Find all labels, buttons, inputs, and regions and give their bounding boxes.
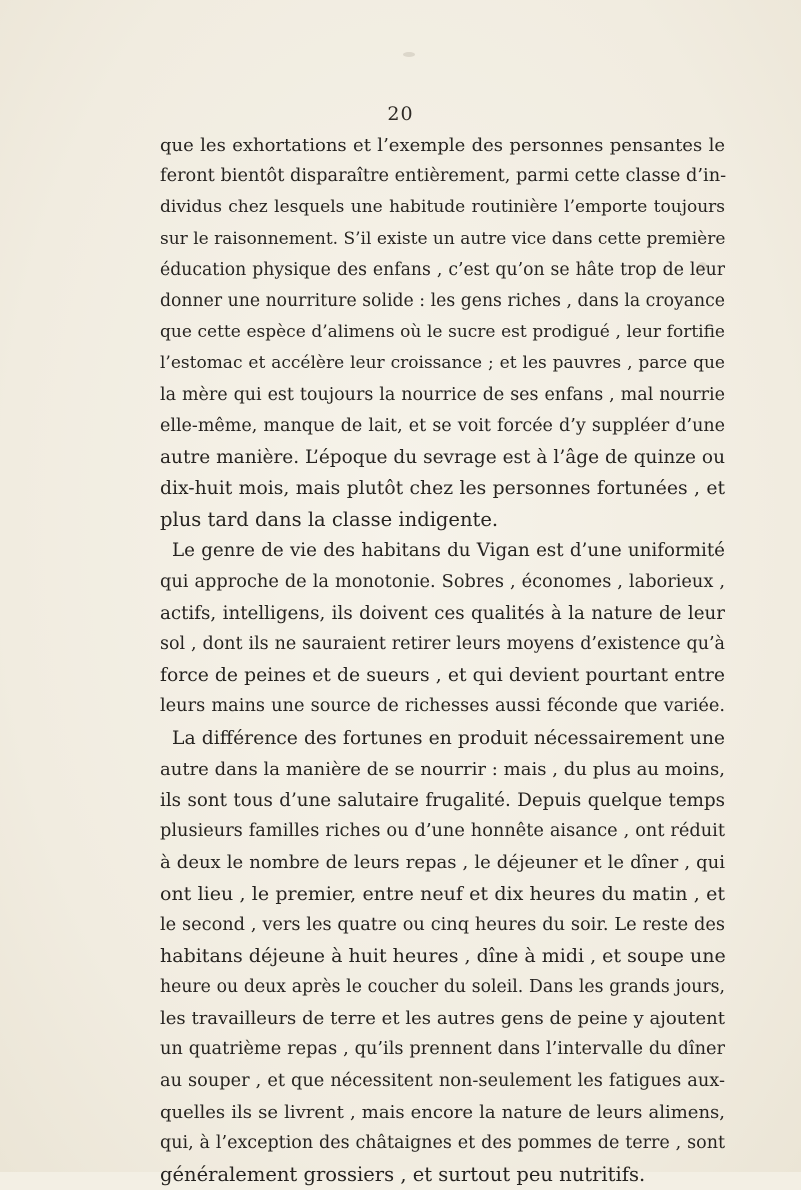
text-line: au souper , et que nécessitent non-seulement les fatigues aux- (160, 1070, 725, 1091)
text-line: les travailleurs de terre et les autres gens de peine y ajoutent (160, 1008, 725, 1030)
text-line: ont lieu , le premier, entre neuf et dix heures du matin , et (160, 882, 725, 905)
text-line: heure ou deux après le coucher du soleil. Dans les grands jours, (160, 977, 725, 998)
text-line: généralement grossiers , et surtout peu nutritifs. (160, 1163, 646, 1187)
text-line: l’estomac et accélère leur croissance ; et les pauvres , parce que (160, 353, 725, 374)
text-line: Le genre de vie des habitans du Vigan est d’une uniformité (172, 540, 725, 562)
ink-smudge (403, 52, 415, 57)
text-line: dix-huit mois, mais plutôt chez les personnes fortunées , et (160, 478, 725, 500)
text-line: plusieurs familles riches ou d’une honnête aisance , ont réduit (160, 821, 725, 842)
text-line: le second , vers les quatre ou cinq heures du soir. Le reste des (160, 914, 725, 935)
text-line: leurs mains une source de richesses aussi féconde que variée. (160, 696, 725, 717)
text-line: autre dans la manière de se nourrir : mais , du plus au moins, (160, 758, 725, 780)
text-line: sol , dont ils ne sauraient retirer leurs moyens d’existence qu’à (160, 634, 725, 654)
text-line: donner une nourriture solide : les gens riches , dans la croyance (160, 290, 725, 311)
text-line: ils sont tous d’une salutaire frugalité. Depuis quelque temps (160, 789, 725, 811)
text-line: La différence des fortunes en produit nécessairement une (172, 727, 725, 749)
text-line: que cette espèce d’alimens où le sucre est prodigué , leur fortifie (160, 322, 725, 343)
body-text (160, 130, 725, 1190)
text-line: qui approche de la monotonie. Sobres , économes , laborieux , (160, 571, 725, 592)
text-line: la mère qui est toujours la nourrice de ses enfans , mal nourrie (160, 384, 725, 405)
text-line: à deux le nombre de leurs repas , le déjeuner et le dîner , qui (160, 852, 725, 874)
text-line: elle-même, manque de lait, et se voit forcée d’y suppléer d’une (160, 415, 725, 436)
text-line: éducation physique des enfans , c’est qu’on se hâte trop de leur (160, 259, 725, 280)
text-line: force de peines et de sueurs , et qui devient pourtant entre (160, 665, 725, 687)
text-line: plus tard dans la classe indigente. (160, 508, 499, 532)
text-line: que les exhortations et l’exemple des personnes pensantes le (160, 135, 725, 156)
text-line: actifs, intelligens, ils doivent ces qualités à la nature de leur (160, 602, 725, 624)
text-line: dividus chez lesquels une habitude routinière l’emporte toujours (160, 197, 725, 218)
text-line: feront bientôt disparaître entièrement, parmi cette classe d’in- (160, 166, 727, 187)
text-line: un quatrième repas , qu’ils prennent dans l’intervalle du dîner (160, 1039, 725, 1060)
page-number: 20 (387, 103, 414, 125)
text-line: quelles ils se livrent , mais encore la nature de leurs alimens, (160, 1101, 725, 1123)
text-line: sur le raisonnement. S’il existe un autre vice dans cette première (160, 228, 726, 249)
text-line: qui, à l’exception des châtaignes et des pommes de terre , sont (160, 1133, 725, 1153)
text-line: habitans déjeune à huit heures , dîne à midi , et soupe une (160, 944, 726, 967)
text-line: autre manière. L’époque du sevrage est à l’âge de quinze ou (160, 446, 725, 468)
